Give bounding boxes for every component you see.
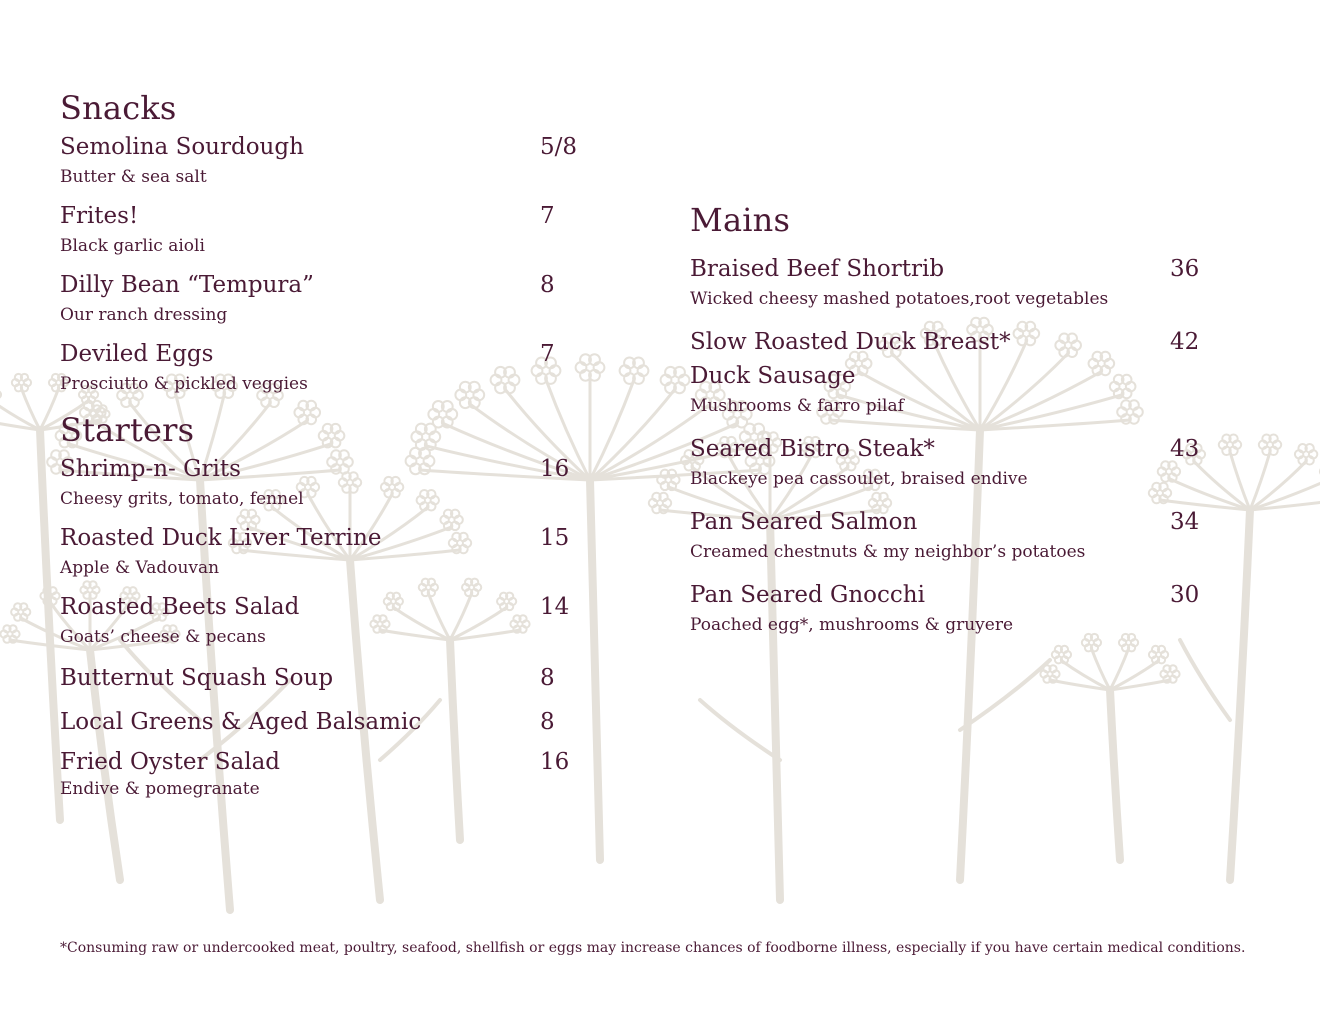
item-name-secondary: Duck Sausage: [690, 363, 856, 389]
item-description: Butter & sea salt: [60, 167, 207, 187]
item-name: Dilly Bean “Tempura”: [60, 272, 314, 298]
item-name: Fried Oyster Salad: [60, 749, 281, 775]
menu-item: [690, 327, 1250, 418]
allergen-footnote: *Consuming raw or undercooked meat, poultry, seafood, shellfish or eggs may increase chances of foodborne illness, especially if you have certain medical conditions.: [60, 940, 1246, 956]
menu-item: [690, 434, 1250, 491]
item-description: Goats’ cheese & pecans: [60, 627, 266, 647]
item-description: Prosciutto & pickled veggies: [60, 374, 308, 394]
item-description: Poached egg*, mushrooms & gruyere: [690, 615, 1013, 635]
item-price: 30: [1170, 582, 1200, 608]
item-description: Black garlic aioli: [60, 236, 205, 256]
item-price: 16: [540, 749, 570, 775]
item-price: 16: [540, 456, 570, 482]
item-price: 7: [540, 203, 555, 229]
menu-item: [60, 747, 620, 801]
item-description: Cheesy grits, tomato, fennel: [60, 489, 304, 509]
item-name: Roasted Duck Liver Terrine: [60, 525, 382, 551]
menu-item: [60, 663, 620, 693]
section-title-starters: Starters: [60, 411, 195, 449]
item-name: Pan Seared Salmon: [690, 509, 918, 535]
menu-item: [690, 507, 1250, 564]
item-description: Our ranch dressing: [60, 305, 228, 325]
item-name: Roasted Beets Salad: [60, 594, 300, 620]
menu-item: [60, 201, 620, 258]
menu-item: [60, 270, 620, 327]
item-price: 8: [540, 709, 555, 735]
section-title-mains: Mains: [690, 201, 791, 239]
menu-item: [60, 592, 620, 649]
item-price: 15: [540, 525, 570, 551]
item-price: 5/8: [540, 134, 578, 160]
item-price: 8: [540, 272, 555, 298]
menu-item: [60, 339, 620, 396]
item-name: Pan Seared Gnocchi: [690, 582, 925, 608]
menu-item: [60, 707, 620, 737]
item-name: Frites!: [60, 203, 139, 229]
item-price: 42: [1170, 329, 1200, 355]
item-name: Deviled Eggs: [60, 341, 214, 367]
item-description: Mushrooms & farro pilaf: [690, 396, 904, 416]
right-column: [690, 200, 1250, 637]
item-price: 34: [1170, 509, 1200, 535]
item-name: Butternut Squash Soup: [60, 665, 334, 691]
menu-item: [60, 132, 620, 189]
item-name: Shrimp-n- Grits: [60, 456, 241, 482]
item-name: Semolina Sourdough: [60, 134, 304, 160]
item-name: Braised Beef Shortrib: [690, 256, 945, 282]
item-name: Local Greens & Aged Balsamic: [60, 709, 422, 735]
menu-item: [690, 580, 1250, 637]
item-name: Seared Bistro Steak*: [690, 436, 935, 462]
menu-item: [60, 523, 620, 580]
section-title-snacks: Snacks: [60, 89, 177, 127]
item-price: 43: [1170, 436, 1200, 462]
menu-item: [60, 454, 620, 511]
item-price: 7: [540, 341, 555, 367]
item-name: Slow Roasted Duck Breast*: [690, 329, 1011, 355]
left-column: [60, 88, 620, 801]
item-description: Wicked cheesy mashed potatoes,root vegetables: [690, 289, 1109, 309]
item-price: 8: [540, 665, 555, 691]
item-description: Apple & Vadouvan: [60, 558, 220, 578]
item-description: Blackeye pea cassoulet, braised endive: [690, 469, 1028, 489]
menu-item: [690, 254, 1250, 311]
item-description: Creamed chestnuts & my neighbor’s potatoes: [690, 542, 1086, 562]
item-description: Endive & pomegranate: [60, 779, 260, 799]
item-price: 14: [540, 594, 570, 620]
item-price: 36: [1170, 256, 1200, 282]
